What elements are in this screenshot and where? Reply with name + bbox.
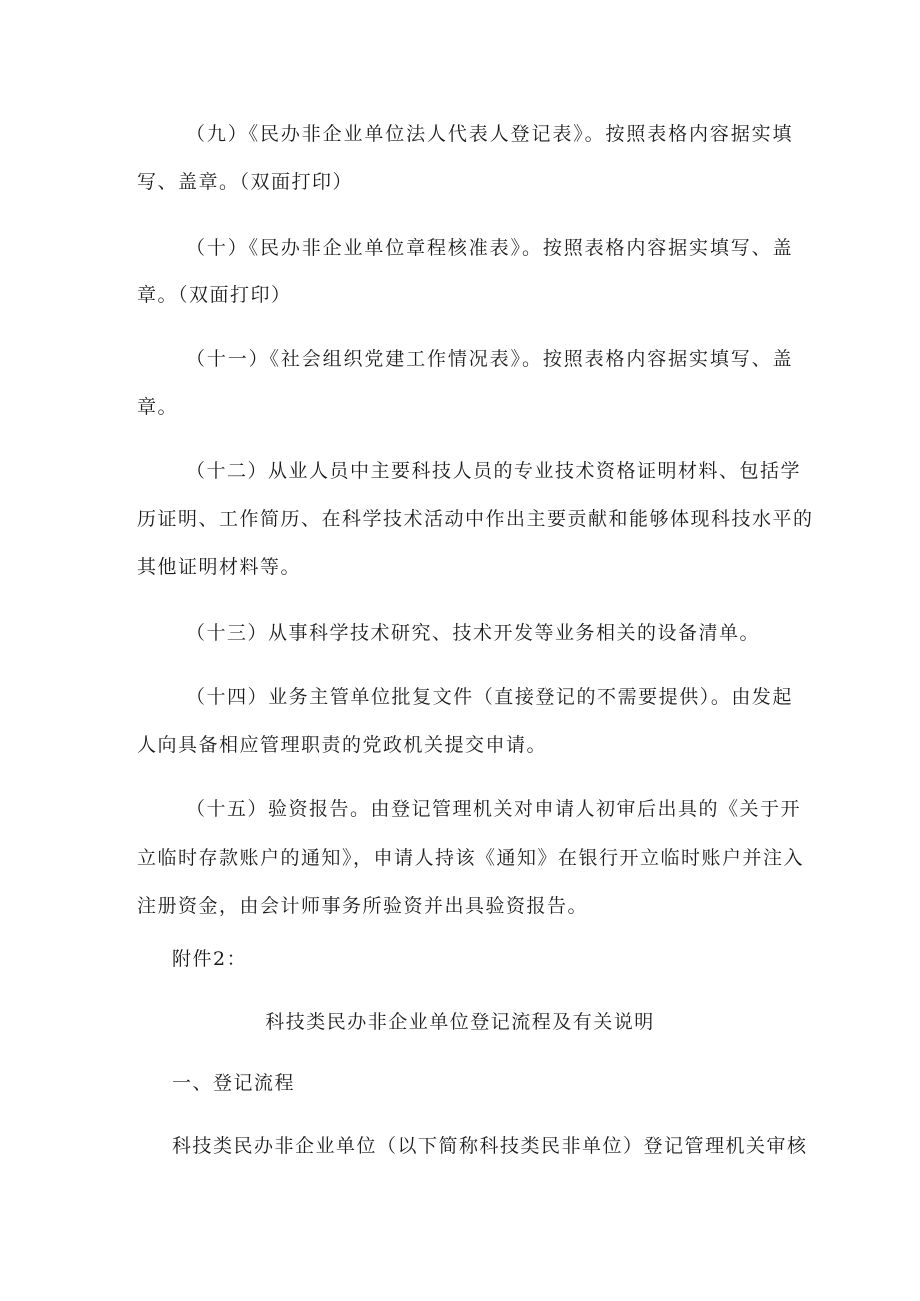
attachment-label: 附件2： (172, 948, 248, 970)
item-12-line-2: 历证明、工作简历、在科学技术活动中作出主要贡献和能够体现科技水平的 (137, 508, 814, 530)
item-11-line-1: （十一）《社会组织党建工作情况表》。按照表格内容据实填写、盖 (186, 348, 793, 370)
item-10-line-1: （十）《民办非企业单位章程核准表》。按照表格内容据实填写、盖 (186, 237, 793, 259)
item-9-line-1: （九）《民办非企业单位法人代表人登记表》。按照表格内容据实填 (186, 123, 793, 145)
item-14-line-2: 人向具备相应管理职责的党政机关提交申请。 (137, 734, 548, 756)
item-12-line-1: （十二）从业人员中主要科技人员的专业技术资格证明材料、包括学 (186, 460, 802, 482)
item-15-line-1: （十五）验资报告。由登记管理机关对申请人初审后出具的《关于开 (186, 798, 802, 820)
item-15-line-3: 注册资金，由会计师事务所验资并出具验资报告。 (137, 895, 589, 917)
section-title: 科技类民办非企业单位登记流程及有关说明 (265, 1011, 655, 1033)
heading-registration-process: 一、登记流程 (172, 1072, 296, 1094)
item-12-line-3: 其他证明材料等。 (137, 556, 302, 578)
item-11-line-2: 章。 (137, 396, 179, 418)
item-15-line-2: 立临时存款账户的通知》，申请人持该《通知》在银行开立临时账户并注入 (137, 847, 805, 869)
paragraph-line-1: 科技类民办非企业单位（以下简称科技类民非单位）登记管理机关审核 (172, 1135, 808, 1157)
item-14-line-1: （十四）业务主管单位批复文件（直接登记的不需要提供）。由发起 (186, 686, 793, 708)
item-9-line-2: 写、盖章。（双面打印） (137, 171, 354, 193)
item-13-line-1: （十三）从事科学技术研究、技术开发等业务相关的设备清单。 (186, 622, 761, 644)
item-10-line-2: 章。（双面打印） (137, 284, 292, 306)
